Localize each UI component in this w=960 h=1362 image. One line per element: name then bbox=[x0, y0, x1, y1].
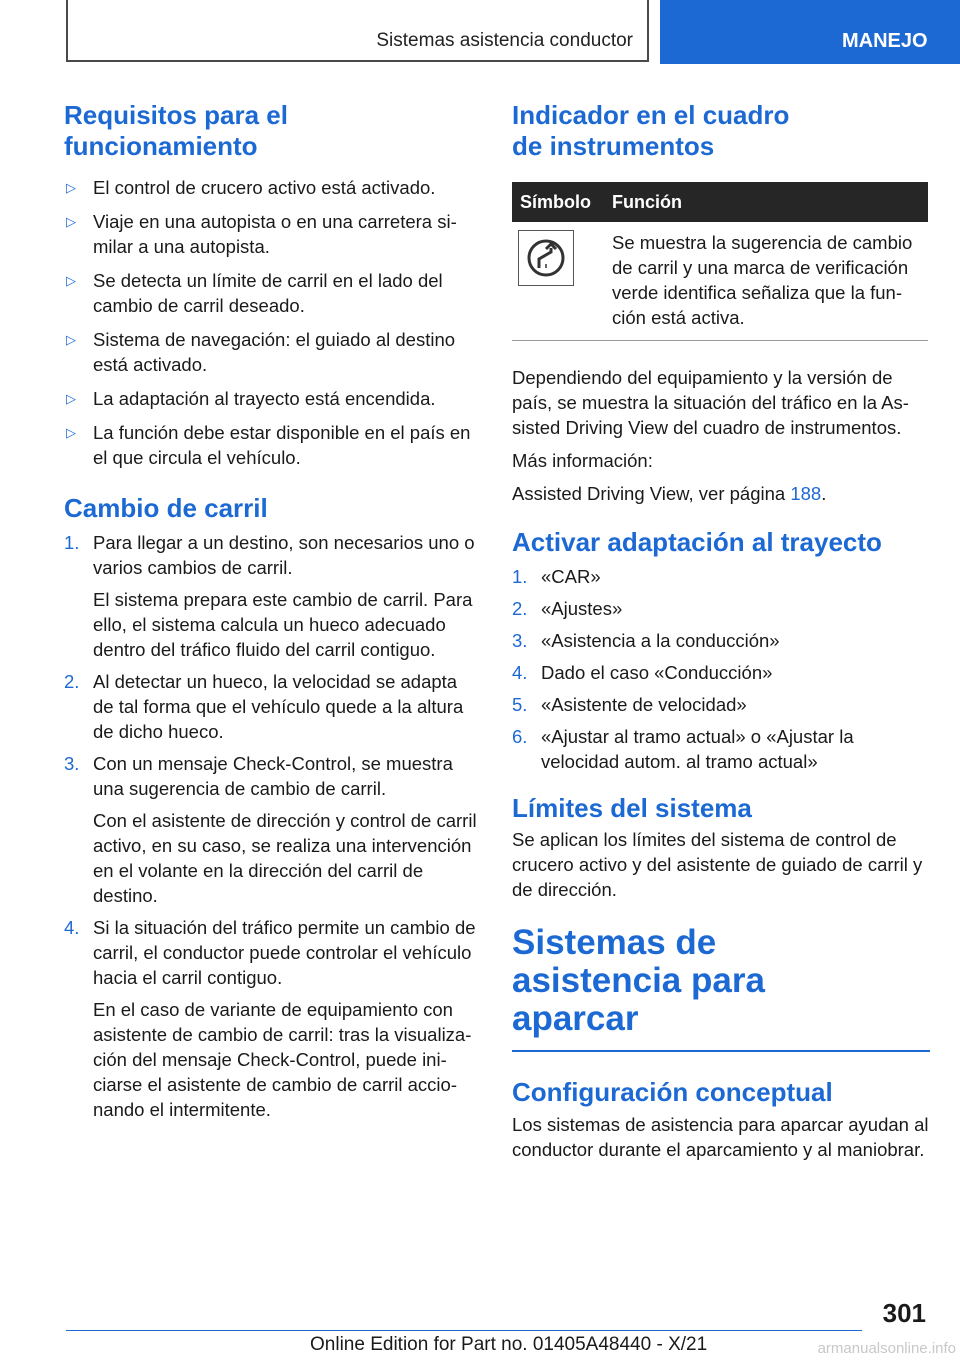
step-number: 3. bbox=[64, 753, 80, 774]
step-text: «Ajustar al tramo actual» o «Ajustar la velocidad autom. al tramo actual» bbox=[541, 726, 854, 772]
step-text: «CAR» bbox=[541, 566, 601, 587]
header-section-title: Sistemas asistencia conductor bbox=[376, 30, 633, 51]
header-section-box bbox=[66, 0, 649, 62]
list-item bbox=[64, 175, 482, 200]
reference-text: Assisted Driving View, ver página bbox=[512, 483, 791, 504]
triangle-bullet-icon: ▷ bbox=[66, 273, 76, 288]
reference-suffix: . bbox=[821, 483, 827, 504]
mas-informacion: Más información: bbox=[512, 450, 653, 471]
chapter-divider bbox=[512, 1050, 930, 1052]
table-row bbox=[512, 222, 928, 341]
configuracion-text: Los sistemas de asistencia para aparcar ayudan al conductor durante el aparcamiento y al maniobrar. bbox=[512, 1114, 929, 1160]
header-tab-label: MANEJO bbox=[842, 30, 928, 52]
section-title-configuracion: Configuración conceptual bbox=[512, 1077, 833, 1107]
step-text: El sistema prepara este cambio de carril. Para ello, el sistema calcula un hueco adecuado dentro del tráfico fluido del carril contiguo. bbox=[93, 589, 473, 660]
step-number: 4. bbox=[64, 917, 80, 938]
step-text: Dado el caso «Conducción» bbox=[541, 662, 773, 683]
step-text: Si la situación del tráfico permite un cambio de carril, el conductor puede controlar el vehículo hacia el carril contiguo. bbox=[93, 917, 476, 988]
page-link-188[interactable]: 188 bbox=[790, 483, 822, 504]
table-header bbox=[512, 182, 928, 222]
step-text: Con el asistente de dirección y control de carril activo, en su caso, se realiza una intervención en el volante en la dirección del carril de destino. bbox=[93, 810, 477, 906]
step-text: «Asistente de velocidad» bbox=[541, 694, 747, 715]
step-text: «Asistencia a la conducción» bbox=[541, 630, 780, 651]
section-title-activar: Activar adaptación al trayecto bbox=[512, 527, 882, 557]
activar-steps bbox=[512, 564, 930, 774]
right-column bbox=[512, 100, 930, 1162]
list-item bbox=[64, 209, 482, 259]
step-number: 2. bbox=[64, 671, 80, 692]
step-number: 3. bbox=[512, 630, 528, 651]
triangle-bullet-icon: ▷ bbox=[66, 180, 76, 195]
step-number: 2. bbox=[512, 598, 528, 619]
reference-line bbox=[512, 481, 930, 506]
list-item-text: Sistema de navegación: el guiado al destino está activado. bbox=[93, 329, 456, 375]
step-text: «Ajustes» bbox=[541, 598, 623, 619]
list-item-text: Viaje en una autopista o en una carretera similar a una autopista. bbox=[93, 211, 457, 257]
column-header-function: Función bbox=[612, 191, 682, 212]
lane-change-icon bbox=[518, 230, 574, 286]
paragraph-assisted-view: Dependiendo del equipamiento y la versión de país, se muestra la situación del tráfico en la Assisted Driving View del cuadro de instrumentos. bbox=[512, 367, 909, 438]
step-text: Con un mensaje Check-Control, se muestra una sugerencia de cambio de carril. bbox=[93, 753, 453, 799]
footer-divider bbox=[66, 1330, 862, 1331]
footer-edition: Online Edition for Part no. 01405A48440 - X/21 bbox=[310, 1334, 708, 1355]
triangle-bullet-icon: ▷ bbox=[66, 391, 76, 406]
list-item-text: La función debe estar disponible en el país en el que circula el vehículo. bbox=[93, 422, 471, 468]
step-item bbox=[512, 692, 930, 717]
section-title-requisitos: Requisitos para el funcionamiento bbox=[64, 100, 288, 161]
step-number: 6. bbox=[512, 726, 528, 747]
section-title-cambio: Cambio de carril bbox=[64, 493, 268, 523]
triangle-bullet-icon: ▷ bbox=[66, 332, 76, 347]
column-header-symbol: Símbolo bbox=[520, 191, 591, 212]
step-text: Al detectar un hueco, la velocidad se adapta de tal forma que el vehículo quede a la altura de dicho hueco. bbox=[93, 671, 464, 742]
limites-text: Se aplican los límites del sistema de control de crucero activo y del asistente de guiado de carril y de dirección. bbox=[512, 829, 923, 900]
step-number: 4. bbox=[512, 662, 528, 683]
list-item bbox=[64, 420, 482, 470]
triangle-bullet-icon: ▷ bbox=[66, 214, 76, 229]
step-item bbox=[64, 669, 482, 744]
step-item bbox=[512, 724, 930, 774]
symbol-table bbox=[512, 182, 928, 341]
step-number: 1. bbox=[64, 532, 80, 553]
list-item-text: La adaptación al trayecto está encendida. bbox=[93, 388, 436, 409]
section-title-indicador: Indicador en el cuadro de instrumentos bbox=[512, 100, 790, 161]
list-item bbox=[64, 386, 482, 411]
page-number: 301 bbox=[882, 1298, 926, 1328]
step-text: Para llegar a un destino, son necesarios uno o varios cambios de carril. bbox=[93, 532, 475, 578]
step-item bbox=[64, 915, 482, 1122]
symbol-cell bbox=[512, 230, 612, 330]
function-cell-text: Se muestra la sugerencia de cambio de carril y una marca de verificación verde identifica señaliza que la función está activa. bbox=[612, 232, 913, 328]
step-item bbox=[512, 660, 930, 685]
section-title-limites: Límites del sistema bbox=[512, 793, 752, 823]
step-item bbox=[512, 628, 930, 653]
step-number: 1. bbox=[512, 566, 528, 587]
triangle-bullet-icon: ▷ bbox=[66, 425, 76, 440]
requisitos-list bbox=[64, 175, 482, 470]
list-item-text: Se detecta un límite de carril en el lado del cambio de carril deseado. bbox=[93, 270, 443, 316]
header-tab-manejo[interactable] bbox=[660, 0, 960, 64]
step-item bbox=[64, 751, 482, 908]
step-item bbox=[512, 596, 930, 621]
list-item-text: El control de crucero activo está activado. bbox=[93, 177, 436, 198]
list-item bbox=[64, 327, 482, 377]
step-number: 5. bbox=[512, 694, 528, 715]
footer-watermark: armanualsonline.info bbox=[817, 1340, 956, 1357]
step-item bbox=[64, 530, 482, 662]
left-column bbox=[64, 100, 482, 1122]
step-item bbox=[512, 564, 930, 589]
list-item bbox=[64, 268, 482, 318]
chapter-title-aparcar: Sistemas de asistencia para aparcar bbox=[512, 923, 765, 1038]
cambio-steps bbox=[64, 530, 482, 1122]
step-text: En el caso de variante de equipamiento con asistente de cambio de carril: tras la visualización del mensaje Check-Control, puede iniciarse el asistente de cambio de carril accionando el intermitente. bbox=[93, 999, 472, 1120]
